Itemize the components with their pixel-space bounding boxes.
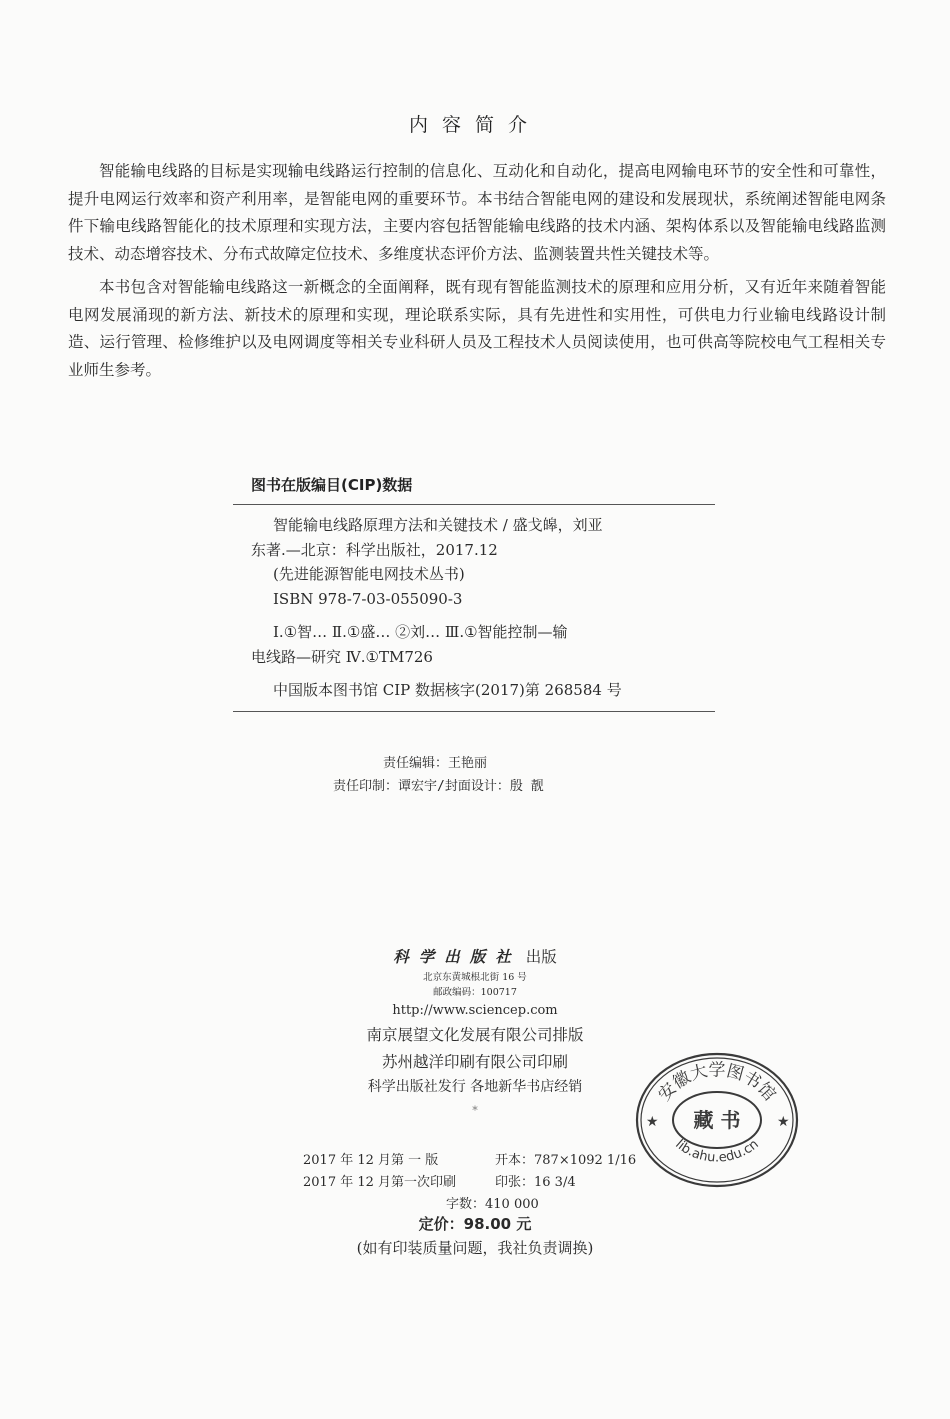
print-info: 2017 年 12 月第一次印刷: [303, 1175, 457, 1190]
cip-footer: 中国版本图书馆 CIP 数据核字(2017)第 268584 号: [273, 681, 622, 699]
cip-heading: 图书在版编目(CIP)数据: [251, 476, 413, 494]
stamp-star-icon: ★: [646, 1114, 659, 1130]
price-block: [0, 1212, 950, 1260]
library-stamp: [632, 1040, 802, 1190]
distribution: 科学出版社发行 各地新华书店经销: [367, 1079, 583, 1095]
page-title: 内容简介: [408, 114, 541, 136]
word-count: 字数：410 000: [446, 1197, 539, 1212]
publisher-suffix: 出版: [525, 948, 557, 966]
stamp-top-text: 安徽大学图书馆: [654, 1060, 780, 1106]
publisher-address: 北京东黄城根北街 16 号: [423, 972, 527, 983]
cip-line: (先进能源智能电网技术丛书): [273, 565, 465, 583]
price: 定价：98.00 元: [418, 1215, 532, 1233]
printer: 苏州越洋印刷有限公司印刷: [381, 1053, 568, 1071]
cip-isbn: ISBN 978-7-03-055090-3: [273, 589, 463, 608]
edition-info: 2017 年 12 月第 一 版: [303, 1153, 439, 1168]
stamp-center-text: 藏 书: [693, 1108, 741, 1132]
cip-line: 东著.—北京：科学出版社，2017.12: [251, 540, 498, 559]
publisher-url: http://www.sciencep.com: [392, 1003, 558, 1018]
cip-line: 智能输电线路原理方法和关键技术 / 盛戈皞，刘亚: [273, 516, 603, 534]
separator-star: *: [472, 1104, 478, 1117]
format-info: 开本：787×1092 1/16: [495, 1153, 637, 1168]
intro-paragraph-1: 智能输电线路的目标是实现输电线路运行控制的信息化、互动化和自动化，提高电网输电环节的安全性和可靠性，提升电网运行效率和资产利用率，是智能电网的重要环节。本书结合智能电网的建设和发展现状，系统阐述智能电网条件下输电线路智能化的技术原理和实现方法，主要内容包括智能输电线路的技术内涵、架构体系以及智能输电线路监测技术、动态增容技术、分布式故障定位技术、多维度状态评价方法、监测装置共性关键技术等。: [68, 162, 886, 263]
stamp-star-icon: ★: [777, 1114, 790, 1130]
cip-line: Ⅰ.①智… Ⅱ.①盛… ②刘… Ⅲ.①智能控制—输: [273, 623, 568, 641]
cip-bottom-rule: [233, 711, 715, 712]
publisher-line: [0, 944, 950, 970]
print-design-credit: 责任印制：谭宏宇/封面设计：殷 靓: [333, 779, 544, 794]
stamp-bottom-text: lib.ahu.edu.cn: [672, 1136, 762, 1166]
publisher-name: 科学出版社: [393, 947, 521, 966]
cip-line: 电线路—研究 Ⅳ.①TM726: [251, 647, 433, 666]
editor-credit: 责任编辑：王艳丽: [383, 756, 488, 771]
publisher-block: [0, 944, 950, 1124]
cip-body: [233, 505, 715, 711]
quality-note: (如有印装质量问题，我社负责调换): [356, 1239, 594, 1257]
intro-text: [68, 158, 886, 390]
intro-paragraph-2: 本书包含对智能输电线路这一新概念的全面阐释，既有现有智能监测技术的原理和应用分析，又有近年来随着智能电网发展涌现的新方法、新技术的原理和实现，理论联系实际，具有先进性和实用性，可供电力行业输电线路设计制造、运行管理、检修维护以及电网调度等相关专业科研人员及工程技术人员阅读使用，也可供高等院校电气工程相关专业师生参考。: [68, 278, 886, 379]
cip-block: [233, 474, 715, 712]
credits: [0, 752, 950, 798]
publisher-postcode: 邮政编码：100717: [433, 987, 517, 998]
sheets-info: 印张：16 3/4: [495, 1175, 576, 1190]
typesetter: 南京展望文化发展有限公司排版: [366, 1026, 584, 1044]
